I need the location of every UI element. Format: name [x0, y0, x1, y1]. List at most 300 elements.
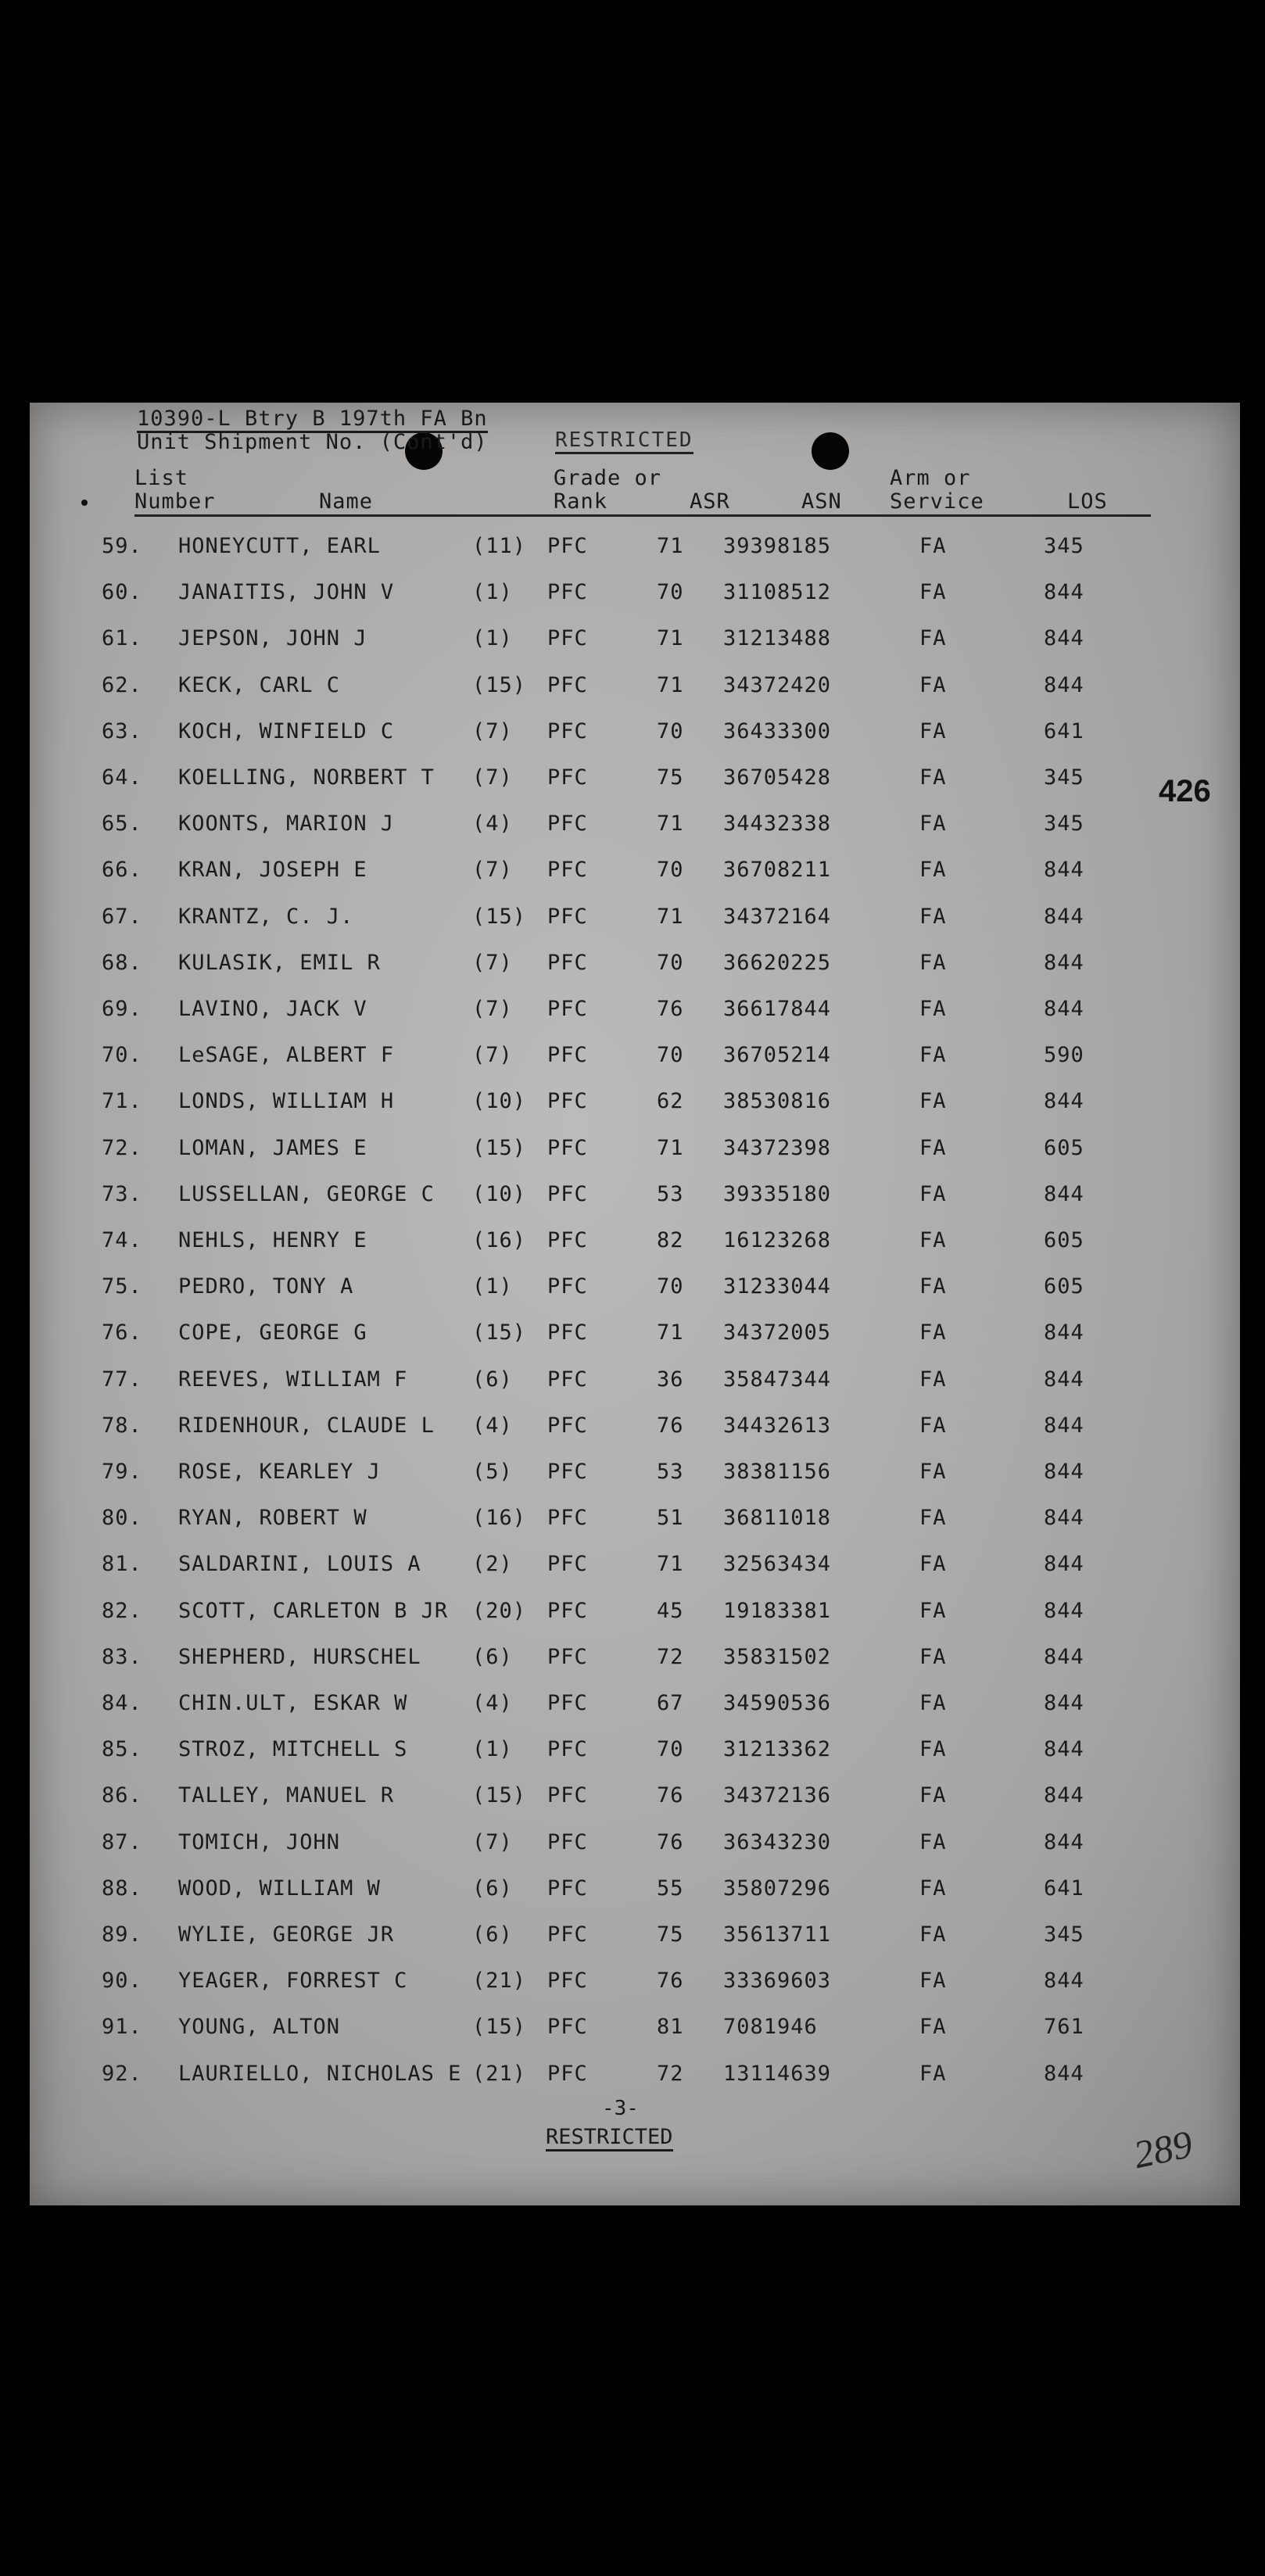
cell-code: (16) — [472, 1228, 527, 1252]
cell-asn: 38530816 — [723, 1089, 832, 1114]
cell-los: 641 — [1044, 1876, 1084, 1901]
cell-los: 844 — [1044, 1367, 1084, 1392]
cell-name: YEAGER, FORREST C — [178, 1969, 408, 1994]
cell-num: 80. — [102, 1506, 142, 1531]
cell-los: 844 — [1044, 1829, 1084, 1854]
cell-arm: FA — [919, 1367, 947, 1392]
cell-grade: PFC — [547, 1552, 588, 1577]
cell-num: 76. — [102, 1320, 142, 1345]
cell-code: (21) — [472, 2061, 527, 2086]
table-row — [0, 951, 1210, 997]
cell-los: 844 — [1044, 1181, 1084, 1206]
cell-grade: PFC — [547, 2015, 588, 2040]
cell-asr: 70 — [657, 950, 684, 975]
cell-arm: FA — [919, 718, 947, 743]
cell-grade: PFC — [547, 1876, 588, 1901]
cell-name: SHEPHERD, HURSCHEL — [178, 1644, 421, 1669]
cell-num: 72. — [102, 1135, 142, 1160]
cell-arm: FA — [919, 1274, 947, 1299]
table-row — [0, 905, 1210, 951]
cell-asn: 34372005 — [723, 1320, 832, 1345]
cell-asr: 71 — [657, 626, 684, 651]
cell-name: LAURIELLO, NICHOLAS E — [178, 2061, 462, 2086]
table-row — [0, 1274, 1210, 1320]
cell-code: (21) — [472, 1969, 527, 1994]
cell-asn: 34372398 — [723, 1135, 832, 1160]
table-row — [0, 1460, 1210, 1506]
cell-code: (7) — [472, 997, 513, 1021]
cell-name: CHIN.ULT, ESKAR W — [178, 1691, 408, 1715]
cell-grade: PFC — [547, 1274, 588, 1299]
cell-name: SCOTT, CARLETON B JR — [178, 1598, 449, 1623]
cell-code: (1) — [472, 626, 513, 651]
cell-grade: PFC — [547, 1691, 588, 1715]
cell-los: 844 — [1044, 1737, 1084, 1762]
cell-num: 66. — [102, 858, 142, 883]
cell-code: (20) — [472, 1598, 527, 1623]
cell-num: 64. — [102, 765, 142, 790]
header-line-1: 10390-L Btry B 197th FA Bn — [137, 407, 488, 433]
cell-asn: 38381156 — [723, 1460, 832, 1484]
table-row — [0, 1599, 1210, 1645]
cell-name: RYAN, ROBERT W — [178, 1506, 367, 1531]
cell-name: LOMAN, JAMES E — [178, 1135, 367, 1160]
cell-name: TALLEY, MANUEL R — [178, 1783, 395, 1808]
cell-asr: 71 — [657, 1320, 684, 1345]
cell-num: 89. — [102, 1922, 142, 1947]
cell-los: 844 — [1044, 950, 1084, 975]
cell-los: 844 — [1044, 1413, 1084, 1438]
cell-num: 69. — [102, 997, 142, 1021]
cell-code: (1) — [472, 580, 513, 605]
cell-asn: 35807296 — [723, 1876, 832, 1901]
header-line-2: Unit Shipment No. (Cont'd) — [137, 430, 488, 454]
table-row — [0, 1876, 1210, 1922]
cell-arm: FA — [919, 811, 947, 837]
cell-grade: PFC — [547, 1089, 588, 1114]
cell-name: REEVES, WILLIAM F — [178, 1367, 408, 1392]
cell-name: LeSAGE, ALBERT F — [178, 1043, 395, 1068]
table-row — [0, 811, 1210, 858]
cell-asr: 36 — [657, 1367, 684, 1392]
cell-num: 83. — [102, 1644, 142, 1669]
table-row — [0, 1552, 1210, 1598]
table-row — [0, 626, 1210, 672]
cell-num: 62. — [102, 672, 142, 697]
cell-asn: 13114639 — [723, 2061, 832, 2086]
margin-mark — [81, 500, 88, 506]
cell-arm: FA — [919, 1506, 947, 1531]
cell-grade: PFC — [547, 904, 588, 929]
col-list-number-1: List — [134, 466, 189, 490]
cell-arm: FA — [919, 1691, 947, 1715]
cell-arm: FA — [919, 1181, 947, 1206]
table-row — [0, 1737, 1210, 1783]
cell-name: KULASIK, EMIL R — [178, 950, 381, 975]
restricted-stamp-top: RESTRICTED — [555, 428, 693, 454]
cell-asn: 36811018 — [723, 1506, 832, 1531]
table-row — [0, 1228, 1210, 1274]
cell-grade: PFC — [547, 1783, 588, 1808]
cell-grade: PFC — [547, 997, 588, 1021]
cell-los: 761 — [1044, 2015, 1084, 2040]
cell-num: 90. — [102, 1969, 142, 1994]
cell-asn: 35847344 — [723, 1367, 832, 1392]
cell-grade: PFC — [547, 1829, 588, 1854]
col-name: Name — [319, 489, 374, 514]
cell-asr: 71 — [657, 1135, 684, 1160]
cell-arm: FA — [919, 1089, 947, 1114]
col-asr: ASR — [690, 489, 730, 514]
cell-num: 81. — [102, 1552, 142, 1577]
cell-name: STROZ, MITCHELL S — [178, 1737, 408, 1762]
cell-name: KRANTZ, C. J. — [178, 904, 354, 929]
cell-name: WYLIE, GEORGE JR — [178, 1922, 395, 1947]
cell-num: 71. — [102, 1089, 142, 1114]
cell-asn: 34372164 — [723, 904, 832, 929]
cell-los: 844 — [1044, 858, 1084, 883]
cell-num: 74. — [102, 1228, 142, 1252]
cell-code: (1) — [472, 1274, 513, 1299]
cell-asr: 71 — [657, 534, 684, 558]
cell-name: PEDRO, TONY A — [178, 1274, 354, 1299]
cell-los: 844 — [1044, 1598, 1084, 1623]
cell-los: 345 — [1044, 765, 1084, 790]
cell-asr: 75 — [657, 765, 684, 790]
table-row — [0, 1089, 1210, 1135]
cell-asr: 62 — [657, 1089, 684, 1114]
cell-arm: FA — [919, 1969, 947, 1994]
cell-los: 844 — [1044, 1506, 1084, 1531]
cell-asn: 34432338 — [723, 811, 832, 837]
table-row — [0, 1506, 1210, 1552]
cell-grade: PFC — [547, 1922, 588, 1947]
cell-name: KOONTS, MARION J — [178, 811, 395, 837]
cell-asr: 67 — [657, 1691, 684, 1715]
cell-asn: 32563434 — [723, 1552, 832, 1577]
cell-grade: PFC — [547, 626, 588, 651]
cell-asn: 35831502 — [723, 1644, 832, 1669]
cell-name: KECK, CARL C — [178, 672, 341, 697]
cell-los: 844 — [1044, 904, 1084, 929]
punch-hole-right — [812, 432, 849, 470]
cell-arm: FA — [919, 1043, 947, 1068]
cell-grade: PFC — [547, 765, 588, 790]
cell-asr: 53 — [657, 1460, 684, 1484]
cell-los: 844 — [1044, 672, 1084, 697]
cell-asr: 76 — [657, 997, 684, 1021]
cell-num: 77. — [102, 1367, 142, 1392]
table-row — [0, 1320, 1210, 1367]
cell-los: 844 — [1044, 2061, 1084, 2086]
cell-code: (15) — [472, 1783, 527, 1808]
cell-code: (7) — [472, 765, 513, 790]
col-list-number-2: Number — [134, 489, 216, 514]
header-rule — [134, 514, 1151, 517]
table-row — [0, 719, 1210, 765]
cell-num: 87. — [102, 1829, 142, 1854]
cell-num: 63. — [102, 718, 142, 743]
cell-asr: 55 — [657, 1876, 684, 1901]
table-row — [0, 1645, 1210, 1691]
cell-asn: 19183381 — [723, 1598, 832, 1623]
cell-asr: 71 — [657, 672, 684, 697]
cell-asr: 51 — [657, 1506, 684, 1531]
cell-arm: FA — [919, 1644, 947, 1669]
cell-arm: FA — [919, 580, 947, 605]
cell-num: 60. — [102, 580, 142, 605]
cell-arm: FA — [919, 1598, 947, 1623]
table-row — [0, 1413, 1210, 1460]
table-row — [0, 1043, 1210, 1089]
cell-arm: FA — [919, 1783, 947, 1808]
cell-name: KOELLING, NORBERT T — [178, 765, 435, 790]
cell-code: (7) — [472, 718, 513, 743]
cell-grade: PFC — [547, 1181, 588, 1206]
cell-name: JEPSON, JOHN J — [178, 626, 367, 651]
cell-code: (7) — [472, 950, 513, 975]
cell-name: LUSSELLAN, GEORGE C — [178, 1181, 435, 1206]
table-row — [0, 1830, 1210, 1876]
table-row — [0, 997, 1210, 1043]
cell-code: (7) — [472, 1043, 513, 1068]
cell-asn: 34372136 — [723, 1783, 832, 1808]
cell-code: (15) — [472, 2015, 527, 2040]
cell-name: KOCH, WINFIELD C — [178, 718, 395, 743]
cell-arm: FA — [919, 534, 947, 558]
cell-asr: 76 — [657, 1783, 684, 1808]
table-row — [0, 673, 1210, 719]
cell-asr: 75 — [657, 1922, 684, 1947]
col-arm-1: Arm or — [890, 466, 971, 490]
cell-arm: FA — [919, 950, 947, 975]
cell-num: 59. — [102, 534, 142, 558]
cell-grade: PFC — [547, 672, 588, 697]
cell-num: 88. — [102, 1876, 142, 1901]
cell-num: 84. — [102, 1691, 142, 1715]
cell-num: 68. — [102, 950, 142, 975]
cell-los: 844 — [1044, 580, 1084, 605]
cell-code: (7) — [472, 858, 513, 883]
cell-arm: FA — [919, 1737, 947, 1762]
table-row — [0, 1969, 1210, 2015]
cell-code: (5) — [472, 1460, 513, 1484]
cell-grade: PFC — [547, 1598, 588, 1623]
cell-grade: PFC — [547, 1135, 588, 1160]
cell-code: (11) — [472, 534, 527, 558]
cell-arm: FA — [919, 765, 947, 790]
table-row — [0, 1691, 1210, 1737]
cell-name: YOUNG, ALTON — [178, 2015, 341, 2040]
cell-code: (15) — [472, 1320, 527, 1345]
cell-code: (15) — [472, 1135, 527, 1160]
cell-los: 345 — [1044, 811, 1084, 837]
cell-name: TOMICH, JOHN — [178, 1829, 341, 1854]
cell-num: 65. — [102, 811, 142, 837]
cell-arm: FA — [919, 1829, 947, 1854]
cell-arm: FA — [919, 1135, 947, 1160]
cell-asr: 82 — [657, 1228, 684, 1252]
cell-code: (7) — [472, 1829, 513, 1854]
cell-name: KRAN, JOSEPH E — [178, 858, 367, 883]
cell-asn: 35613711 — [723, 1922, 832, 1947]
cell-code: (16) — [472, 1506, 527, 1531]
cell-num: 82. — [102, 1598, 142, 1623]
cell-asr: 70 — [657, 1737, 684, 1762]
cell-name: COPE, GEORGE G — [178, 1320, 367, 1345]
cell-code: (4) — [472, 1413, 513, 1438]
cell-asn: 36705428 — [723, 765, 832, 790]
cell-asr: 76 — [657, 1829, 684, 1854]
cell-asr: 81 — [657, 2015, 684, 2040]
cell-asr: 76 — [657, 1413, 684, 1438]
cell-code: (6) — [472, 1876, 513, 1901]
cell-code: (15) — [472, 904, 527, 929]
cell-los: 844 — [1044, 1089, 1084, 1114]
table-row — [0, 1367, 1210, 1413]
cell-name: NEHLS, HENRY E — [178, 1228, 367, 1252]
cell-asr: 70 — [657, 718, 684, 743]
cell-los: 844 — [1044, 1783, 1084, 1808]
cell-grade: PFC — [547, 1737, 588, 1762]
cell-los: 345 — [1044, 534, 1084, 558]
cell-grade: PFC — [547, 1644, 588, 1669]
cell-asn: 16123268 — [723, 1228, 832, 1252]
cell-asn: 36343230 — [723, 1829, 832, 1854]
cell-asn: 31108512 — [723, 580, 832, 605]
cell-los: 590 — [1044, 1043, 1084, 1068]
cell-arm: FA — [919, 858, 947, 883]
cell-asn: 36620225 — [723, 950, 832, 975]
cell-asr: 70 — [657, 1043, 684, 1068]
cell-code: (4) — [472, 1691, 513, 1715]
cell-name: HONEYCUTT, EARL — [178, 534, 381, 558]
cell-asn: 34432613 — [723, 1413, 832, 1438]
cell-grade: PFC — [547, 858, 588, 883]
cell-los: 605 — [1044, 1274, 1084, 1299]
cell-code: (6) — [472, 1644, 513, 1669]
table-row — [0, 1136, 1210, 1182]
cell-los: 641 — [1044, 718, 1084, 743]
cell-arm: FA — [919, 997, 947, 1021]
cell-arm: FA — [919, 1228, 947, 1252]
cell-num: 67. — [102, 904, 142, 929]
cell-name: WOOD, WILLIAM W — [178, 1876, 381, 1901]
cell-arm: FA — [919, 1552, 947, 1577]
col-grade-1: Grade or — [554, 466, 662, 490]
cell-grade: PFC — [547, 580, 588, 605]
col-los: LOS — [1067, 489, 1108, 514]
cell-grade: PFC — [547, 718, 588, 743]
cell-name: ROSE, KEARLEY J — [178, 1460, 381, 1484]
cell-grade: PFC — [547, 1228, 588, 1252]
cell-los: 345 — [1044, 1922, 1084, 1947]
cell-asr: 71 — [657, 904, 684, 929]
cell-code: (10) — [472, 1089, 527, 1114]
cell-asn: 36705214 — [723, 1043, 832, 1068]
cell-num: 79. — [102, 1460, 142, 1484]
cell-code: (10) — [472, 1181, 527, 1206]
cell-arm: FA — [919, 1876, 947, 1901]
cell-asr: 71 — [657, 811, 684, 837]
cell-asr: 72 — [657, 2061, 684, 2086]
cell-name: LAVINO, JACK V — [178, 997, 367, 1021]
table-row — [0, 580, 1210, 626]
cell-asn: 36708211 — [723, 858, 832, 883]
cell-asn: 31213362 — [723, 1737, 832, 1762]
cell-code: (4) — [472, 811, 513, 837]
cell-asn: 31213488 — [723, 626, 832, 651]
cell-grade: PFC — [547, 534, 588, 558]
cell-arm: FA — [919, 904, 947, 929]
cell-arm: FA — [919, 2015, 947, 2040]
table-row — [0, 2015, 1210, 2061]
cell-asn: 7081946 — [723, 2015, 818, 2040]
cell-name: SALDARINI, LOUIS A — [178, 1552, 421, 1577]
cell-arm: FA — [919, 626, 947, 651]
cell-asn: 39398185 — [723, 534, 832, 558]
cell-asr: 70 — [657, 858, 684, 883]
cell-arm: FA — [919, 1320, 947, 1345]
cell-asr: 45 — [657, 1598, 684, 1623]
table-row — [0, 858, 1210, 904]
cell-grade: PFC — [547, 1320, 588, 1345]
cell-num: 92. — [102, 2061, 142, 2086]
cell-grade: PFC — [547, 1460, 588, 1484]
page-number: -3- — [602, 2097, 639, 2120]
cell-grade: PFC — [547, 811, 588, 837]
cell-arm: FA — [919, 2061, 947, 2086]
cell-code: (6) — [472, 1367, 513, 1392]
cell-asr: 72 — [657, 1644, 684, 1669]
cell-name: LONDS, WILLIAM H — [178, 1089, 395, 1114]
cell-los: 844 — [1044, 1320, 1084, 1345]
cell-asr: 71 — [657, 1552, 684, 1577]
cell-grade: PFC — [547, 1043, 588, 1068]
cell-los: 605 — [1044, 1135, 1084, 1160]
cell-grade: PFC — [547, 1413, 588, 1438]
cell-asn: 36617844 — [723, 997, 832, 1021]
cell-code: (6) — [472, 1922, 513, 1947]
cell-asr: 76 — [657, 1969, 684, 1994]
cell-num: 86. — [102, 1783, 142, 1808]
table-row — [0, 1783, 1210, 1829]
table-row — [0, 1182, 1210, 1228]
cell-asn: 36433300 — [723, 718, 832, 743]
cell-asn: 31233044 — [723, 1274, 832, 1299]
cell-asr: 53 — [657, 1181, 684, 1206]
col-arm-2: Service — [890, 489, 984, 514]
cell-los: 844 — [1044, 626, 1084, 651]
margin-number: 426 — [1159, 774, 1211, 808]
cell-arm: FA — [919, 1413, 947, 1438]
cell-num: 91. — [102, 2015, 142, 2040]
cell-arm: FA — [919, 1922, 947, 1947]
cell-name: JANAITIS, JOHN V — [178, 580, 395, 605]
cell-los: 844 — [1044, 1552, 1084, 1577]
cell-code: (1) — [472, 1737, 513, 1762]
cell-asr: 70 — [657, 1274, 684, 1299]
table-row — [0, 1922, 1210, 1969]
cell-asn: 39335180 — [723, 1181, 832, 1206]
cell-name: RIDENHOUR, CLAUDE L — [178, 1413, 435, 1438]
cell-los: 844 — [1044, 1460, 1084, 1484]
col-asn: ASN — [801, 489, 842, 514]
cell-asn: 34372420 — [723, 672, 832, 697]
cell-code: (2) — [472, 1552, 513, 1577]
table-row — [0, 534, 1210, 580]
cell-code: (15) — [472, 672, 527, 697]
